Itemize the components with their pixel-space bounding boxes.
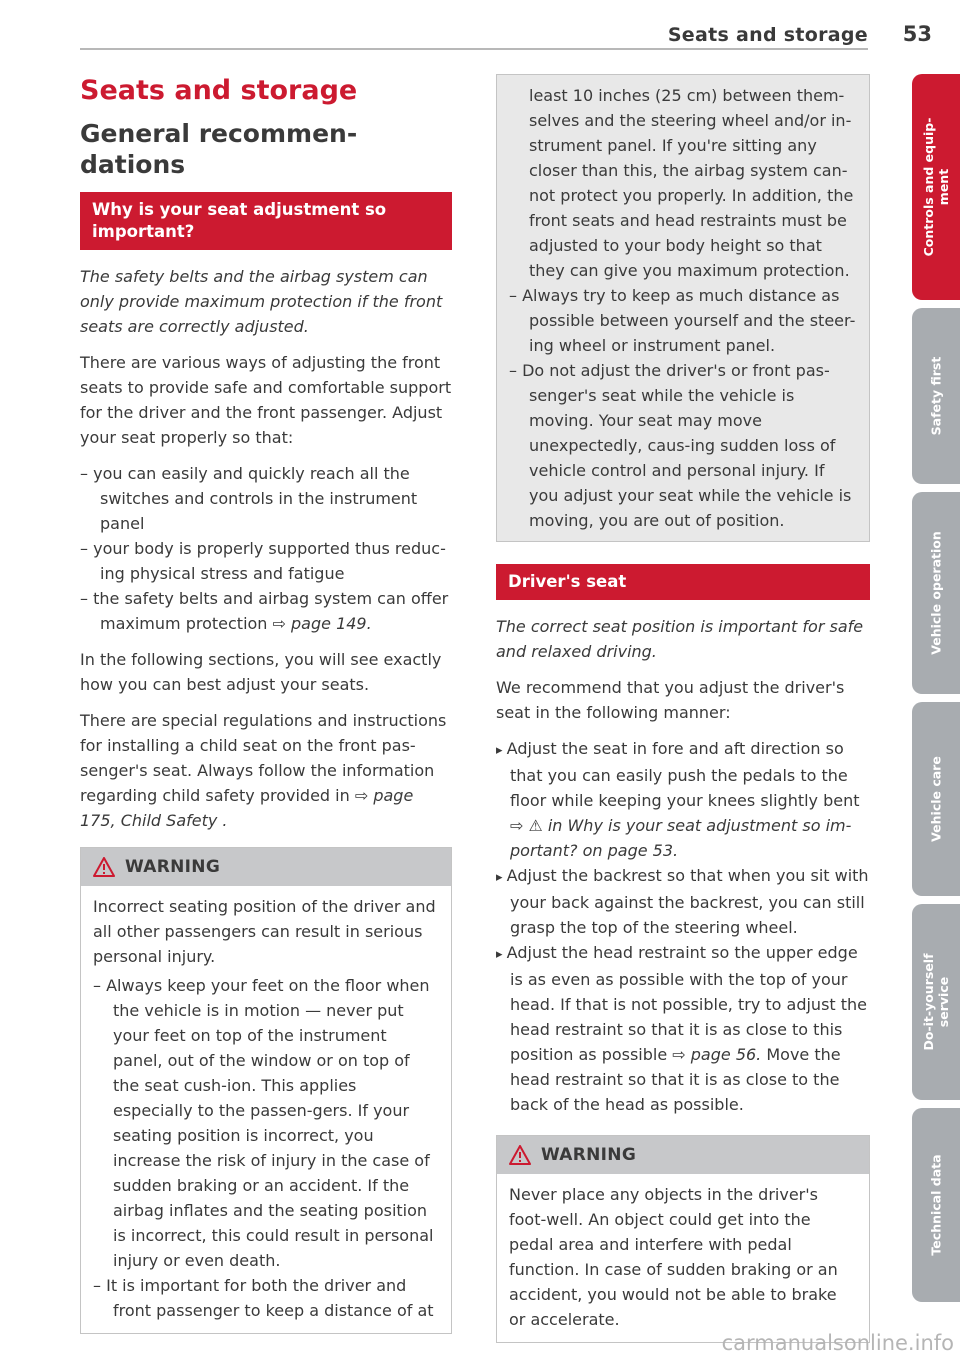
page-number: 53 <box>902 22 932 46</box>
chapter-title: Seats and storage <box>80 75 358 106</box>
tab-technical-data[interactable]: Technical data <box>912 1108 960 1302</box>
warning-title: WARNING <box>541 1145 637 1165</box>
subsection-bar-drivers-seat: Driver's seat <box>496 564 870 600</box>
warning-text: Incorrect seating position of the driver and all other passengers can result in serious personal injury. <box>93 897 436 966</box>
tab-do-it-yourself-service[interactable]: Do-it-yourself service <box>912 904 960 1100</box>
paragraph: There are special regulations and instructions for installing a child seat on the front pas-senger's seat. Always follow the information regarding child safety provided in ⇨ page 175, Child Safety . <box>80 711 447 830</box>
warning-triangle-icon <box>93 857 115 877</box>
warning-body <box>497 1174 869 1342</box>
right-column <box>496 74 870 1343</box>
tab-vehicle-care[interactable]: Vehicle care <box>912 702 960 896</box>
section-title: General recommen-dations <box>80 119 358 179</box>
warning-box <box>80 847 452 1334</box>
running-header-title: Seats and storage <box>667 24 868 46</box>
warning-text: least 10 inches (25 cm) between them-selves and the steering wheel and/or in-strument panel. If you're sitting any closer than this, the airbag system can-not protect you properly. In addition, the front seats and head restraints must be adjusted to your body height so that they can give you maximum protection. <box>529 86 854 280</box>
list-item: – It is important for both the driver and front passenger to keep a distance of at <box>93 1273 439 1323</box>
intro-text: The correct seat position is important for safe and relaxed driving. <box>496 617 864 661</box>
list-item: – Always try to keep as much distance as possible between yourself and the steer-ing wheel or instrument panel. <box>509 283 857 358</box>
list-item: – Do not adjust the driver's or front pas-senger's seat while the vehicle is moving. Your seat may move unexpectedly, caus-ing sudden loss of vehicle control and personal injury. If you adjust your seat while the vehicle is moving, you are out of position. <box>509 358 857 533</box>
warning-title: WARNING <box>125 857 221 877</box>
warning-triangle-icon <box>509 1145 531 1165</box>
list-item: ▸ Adjust the backrest so that when you sit with your back against the backrest, you can still grasp the top of the steering wheel. <box>496 863 870 940</box>
header-rule <box>80 48 868 50</box>
warning-box <box>496 1135 870 1343</box>
watermark: carmanualsonline.info <box>721 1331 954 1355</box>
warning-list <box>93 973 439 1323</box>
page-reference-link[interactable]: ⇨ page 175, Child Safety . <box>80 786 414 830</box>
list-item: ▸ Adjust the head restraint so the upper edge is as even as possible with the top of your head. If that is not possible, try to adjust the head restraint so that it is as close to this position as possible ⇨ page 56. Move the head restraint so that it is as close to the back of the head as possible. <box>496 940 870 1117</box>
list-item: – Always keep your feet on the floor when the vehicle is in motion — never put your feet on top of the instrument panel, out of the window or on top of the seat cush-ion. This applies especially to the passen-gers. If your seating position is incorrect, you increase the risk of injury in the case of sudden braking or an accident. If the airbag inflates and the seating position is incorrect, this could result in personal injury or even death. <box>93 973 439 1273</box>
warning-text: Never place any objects in the driver's foot-well. An object could get into the pedal area and interfere with pedal function. In case of sudden braking or an accident, you would not be able to brake or accelerate. <box>509 1185 838 1329</box>
adjust-list <box>80 461 452 636</box>
paragraph: There are various ways of adjusting the front seats to provide safe and comfortable support for the driver and the front passenger. Adjust your seat properly so that: <box>80 353 452 447</box>
list-item: ▸ Adjust the seat in fore and aft direction so that you can easily push the pedals to the floor while keeping your knees slightly bent ⇨ ⚠ in Why is your seat adjustment so im-portant? on page 53. <box>496 736 870 863</box>
warning-list <box>509 283 857 533</box>
tab-safety-first[interactable]: Safety first <box>912 308 960 484</box>
list-item: – your body is properly supported thus reduc-ing physical stress and fatigue <box>80 536 452 586</box>
paragraph: In the following sections, you will see exactly how you can best adjust your seats. <box>80 650 442 694</box>
intro-text: The safety belts and the airbag system can only provide maximum protection if the front seats are correctly adjusted. <box>80 267 443 336</box>
list-item: – you can easily and quickly reach all the switches and controls in the instrument panel <box>80 461 452 536</box>
tab-controls-and-equipment[interactable]: Controls and equip- ment <box>912 74 960 300</box>
warning-header <box>497 1136 869 1174</box>
page-reference-link[interactable]: ⇨ page 56. <box>672 1045 762 1064</box>
left-column <box>80 74 452 1334</box>
warning-box-continued <box>496 74 870 542</box>
subsection-bar-seat-adjustment: Why is your seat adjustment so important? <box>80 192 452 250</box>
warning-body <box>81 886 451 1333</box>
list-item: – the safety belts and airbag system can offer maximum protection ⇨ page 149. <box>80 586 452 636</box>
steps-list <box>496 736 870 1117</box>
tab-vehicle-operation[interactable]: Vehicle operation <box>912 492 960 694</box>
page-reference-link[interactable]: ⇨ page 149. <box>272 614 372 633</box>
page-reference-link[interactable]: ⇨ ⚠ in Why is your seat adjustment so im-portant? on page 53. <box>510 816 852 860</box>
warning-header <box>81 848 451 886</box>
paragraph: We recommend that you adjust the driver's seat in the following manner: <box>496 678 845 722</box>
